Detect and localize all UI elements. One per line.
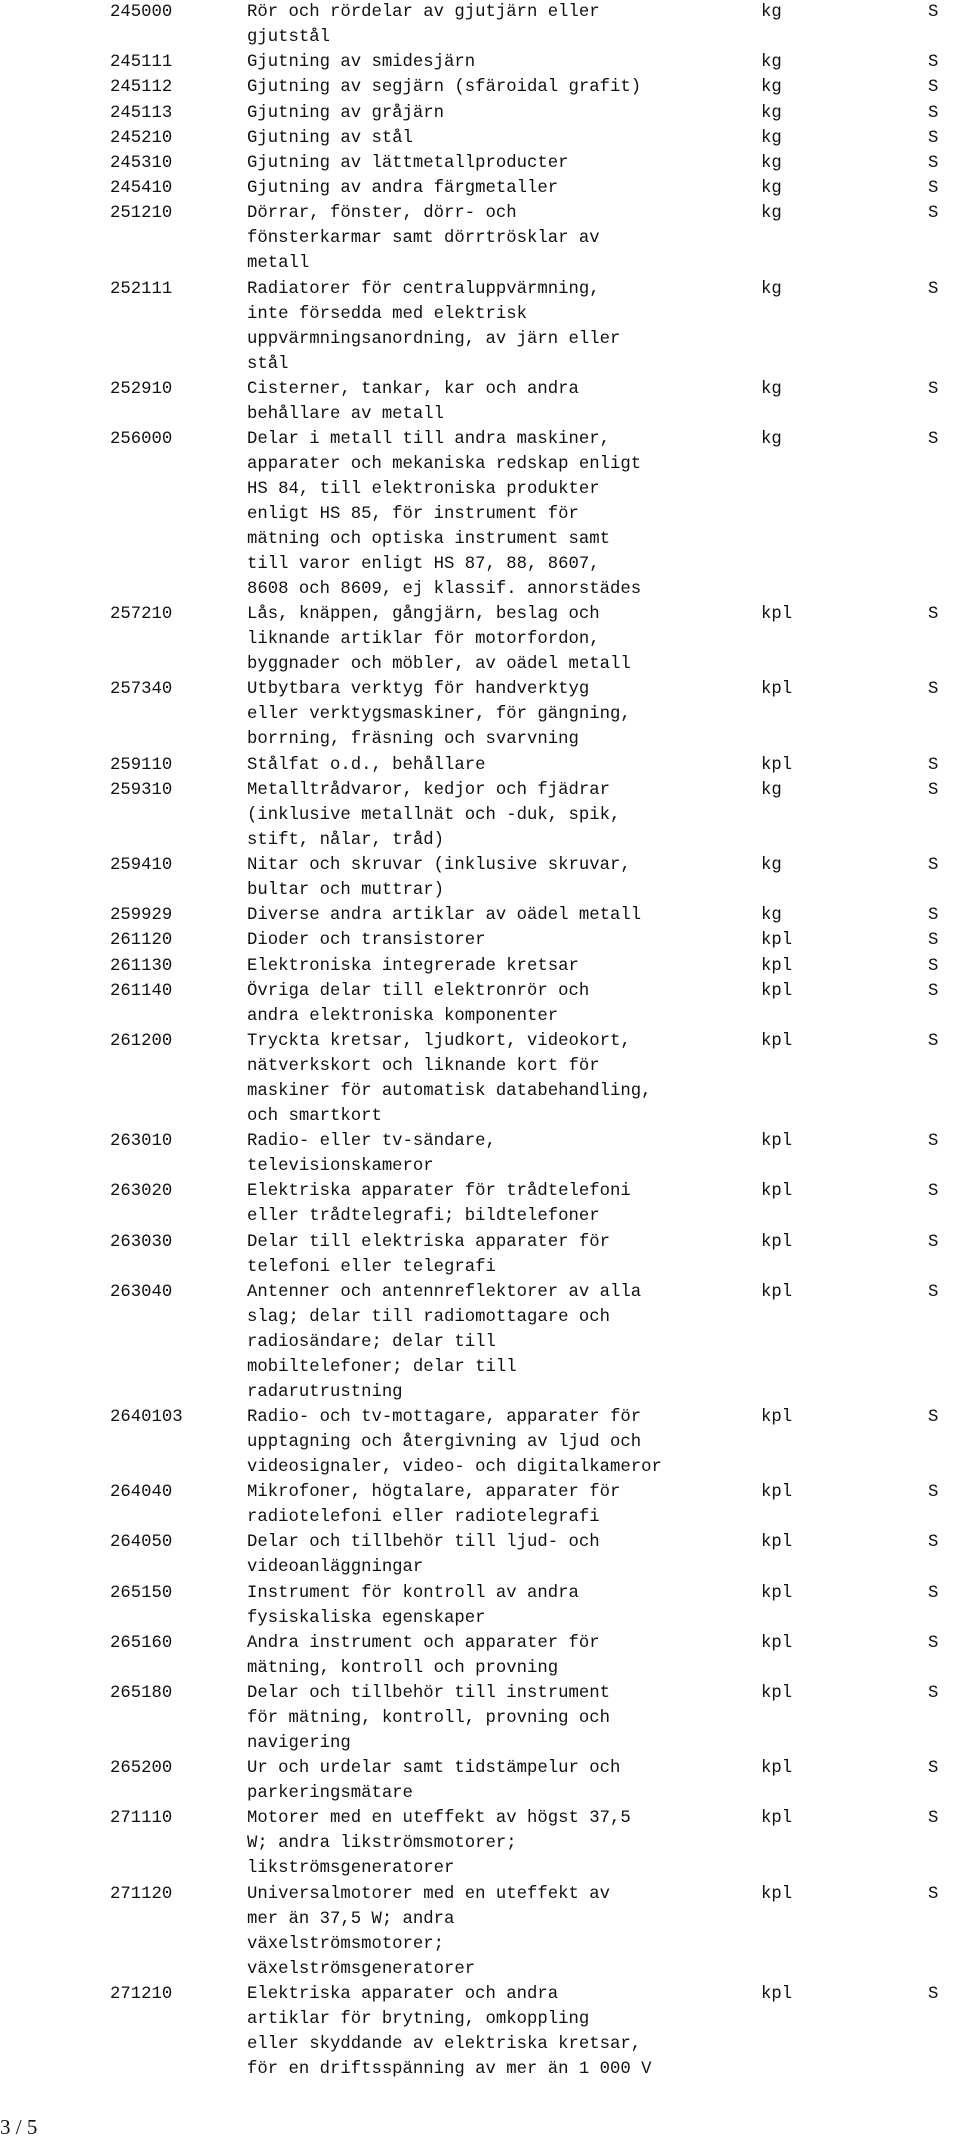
product-description-line: Gjutning av andra färgmetaller — [247, 179, 559, 199]
product-description-line: Stålfat o.d., behållare — [247, 755, 486, 775]
product-description-line: liknande artiklar för motorfordon, — [247, 630, 600, 650]
flag: S — [928, 78, 939, 98]
flag: S — [928, 1232, 939, 1252]
product-description-line: stift, nålar, tråd) — [247, 830, 445, 850]
product-code: 259929 — [110, 906, 173, 926]
product-description-line: Cisterner, tankar, kar och andra — [247, 379, 579, 399]
product-code: 261130 — [110, 956, 173, 976]
product-description-line: Nitar och skruvar (inklusive skruvar, — [247, 856, 631, 875]
flag: S — [928, 128, 939, 148]
flag: S — [928, 1182, 939, 1202]
unit: kg — [761, 103, 782, 123]
table-row — [110, 377, 960, 427]
product-description-line: Radio- eller tv-sändare, — [247, 1132, 496, 1152]
product-code: 245410 — [110, 179, 173, 199]
product-description-line: mer än 37,5 W; andra — [247, 1909, 455, 1929]
product-description-line: parkeringsmätare — [247, 1784, 413, 1804]
flag: S — [928, 1583, 939, 1603]
table-row — [110, 1029, 960, 1129]
unit: kpl — [761, 1483, 793, 1503]
product-description-line: Gjutning av stål — [247, 128, 413, 148]
flag: S — [928, 1282, 939, 1302]
flag: S — [928, 179, 939, 199]
product-code: 265180 — [110, 1684, 173, 1703]
table-row — [110, 50, 960, 75]
unit: kpl — [761, 1408, 793, 1427]
flag: S — [928, 1759, 939, 1779]
unit: kg — [761, 379, 782, 399]
product-code: 261140 — [110, 981, 173, 1001]
product-description-line: Delar i metall till andra maskiner, — [247, 430, 610, 449]
table-row — [110, 1806, 960, 1881]
product-description-line: videoanläggningar — [247, 1558, 424, 1578]
unit: kpl — [761, 1282, 793, 1302]
product-description-line: radiosändare; delar till — [247, 1332, 496, 1352]
product-code: 259110 — [110, 755, 173, 775]
product-description-line: gjutstål — [247, 28, 330, 47]
product-description-line: och smartkort — [247, 1107, 382, 1126]
product-description-line: behållare av metall — [247, 404, 445, 424]
unit: kpl — [761, 1759, 793, 1779]
product-code: 245310 — [110, 154, 173, 173]
flag: S — [928, 1684, 939, 1703]
product-description-line: Motorer med en uteffekt av högst 37,5 — [247, 1809, 631, 1829]
flag: S — [928, 931, 939, 951]
product-code: 252910 — [110, 379, 173, 399]
product-description-line: telefoni eller telegrafi — [247, 1257, 496, 1277]
table-row — [110, 753, 960, 778]
unit: kpl — [761, 1182, 793, 1202]
product-code: 265160 — [110, 1633, 173, 1653]
product-description-line: Delar och tillbehör till instrument — [247, 1684, 610, 1703]
product-code: 259410 — [110, 856, 173, 875]
product-code: 263020 — [110, 1182, 173, 1202]
flag: S — [928, 605, 939, 625]
product-description-line: Delar till elektriska apparater för — [247, 1232, 610, 1252]
table-row — [110, 151, 960, 176]
product-description-line: Elektriska apparater och andra — [247, 1984, 559, 2004]
product-description-line: 8608 och 8609, ej klassif. annorstädes — [247, 580, 642, 599]
flag: S — [928, 53, 939, 73]
product-description-line: Diverse andra artiklar av oädel metall — [247, 906, 642, 926]
table-row — [110, 1982, 960, 2082]
product-code: 245112 — [110, 78, 173, 98]
product-description-line: (inklusive metallnät och -duk, spik, — [247, 805, 621, 825]
flag: S — [928, 3, 939, 22]
product-description-line: Gjutning av smidesjärn — [247, 53, 476, 73]
table-row — [110, 0, 960, 50]
unit: kpl — [761, 1684, 793, 1703]
product-description-line: slag; delar till radiomottagare och — [247, 1307, 610, 1327]
product-code: 259310 — [110, 780, 173, 800]
product-code: 265150 — [110, 1583, 173, 1603]
product-code: 265200 — [110, 1759, 173, 1779]
table-row — [110, 602, 960, 677]
product-description-line: Metalltrådvaror, kedjor och fjädrar — [247, 780, 610, 800]
product-description-line: mobiltelefoner; delar till — [247, 1357, 517, 1377]
flag: S — [928, 204, 939, 224]
product-description-line: eller skyddande av elektriska kretsar, — [247, 2034, 642, 2054]
product-description-line: likströmsgeneratorer — [247, 1859, 455, 1879]
product-description-line: videosignaler, video- och digitalkameror — [247, 1458, 662, 1477]
product-description-line: radiotelefoni eller radiotelegrafi — [247, 1508, 600, 1528]
product-code: 261200 — [110, 1032, 173, 1051]
flag: S — [928, 780, 939, 800]
flag: S — [928, 103, 939, 123]
product-description-line: Andra instrument och apparater för — [247, 1633, 600, 1653]
flag: S — [928, 906, 939, 926]
table-row — [110, 903, 960, 928]
product-description-line: inte försedda med elektrisk — [247, 304, 528, 324]
unit: kg — [761, 154, 782, 173]
table-row — [110, 1631, 960, 1681]
product-code: 261120 — [110, 931, 173, 951]
unit: kpl — [761, 931, 793, 951]
product-description-line: Dioder och transistorer — [247, 931, 486, 951]
product-description-line: växelströmsgeneratorer — [247, 1959, 476, 1979]
flag: S — [928, 279, 939, 299]
product-description-line: Tryckta kretsar, ljudkort, videokort, — [247, 1032, 631, 1051]
product-code: 271210 — [110, 1984, 173, 2004]
flag: S — [928, 856, 939, 875]
unit: kg — [761, 204, 782, 224]
product-description-line: eller verktygsmaskiner, för gängning, — [247, 705, 631, 725]
product-code: 263030 — [110, 1232, 173, 1252]
flag: S — [928, 379, 939, 399]
unit: kg — [761, 856, 782, 875]
unit: kpl — [761, 1132, 793, 1152]
product-description-line: för en driftsspänning av mer än 1 000 V — [247, 2059, 652, 2079]
product-description-line: apparater och mekaniska redskap enligt — [247, 455, 642, 474]
product-description-line: Gjutning av gråjärn — [247, 103, 445, 123]
table-row — [110, 1129, 960, 1179]
unit: kpl — [761, 605, 793, 625]
unit: kg — [761, 128, 782, 148]
product-code: 257340 — [110, 680, 173, 700]
flag: S — [928, 1032, 939, 1051]
product-code: 264050 — [110, 1533, 173, 1553]
unit: kg — [761, 3, 782, 22]
table-row — [110, 1581, 960, 1631]
table-row — [110, 176, 960, 201]
flag: S — [928, 956, 939, 976]
table-row — [110, 1756, 960, 1806]
product-description-line: byggnader och möbler, av oädel metall — [247, 655, 631, 675]
table-row — [110, 427, 960, 602]
unit: kpl — [761, 1884, 793, 1904]
flag: S — [928, 430, 939, 449]
unit: kpl — [761, 1809, 793, 1829]
table-row — [110, 1530, 960, 1580]
product-description-line: mätning, kontroll och provning — [247, 1658, 559, 1678]
product-description-line: W; andra likströmsmotorer; — [247, 1834, 517, 1854]
unit: kpl — [761, 680, 793, 700]
product-description-line: Mikrofoner, högtalare, apparater för — [247, 1483, 621, 1503]
product-description-line: enligt HS 85, för instrument för — [247, 505, 579, 524]
flag: S — [928, 1984, 939, 2004]
product-description-line: metall — [247, 254, 310, 274]
product-code: 245111 — [110, 53, 173, 73]
product-code: 263040 — [110, 1282, 173, 1302]
unit: kpl — [761, 755, 793, 775]
flag: S — [928, 1884, 939, 1904]
table-row — [110, 201, 960, 276]
table-row — [110, 277, 960, 377]
product-code: 271120 — [110, 1884, 173, 1904]
table-row — [110, 75, 960, 100]
product-code: 256000 — [110, 430, 173, 449]
product-description-line: eller trådtelegrafi; bildtelefoner — [247, 1207, 600, 1227]
flag: S — [928, 981, 939, 1001]
product-description-line: Dörrar, fönster, dörr- och — [247, 204, 517, 224]
product-description-line: för mätning, kontroll, provning och — [247, 1709, 610, 1728]
unit: kpl — [761, 1533, 793, 1553]
unit: kpl — [761, 981, 793, 1001]
table-row — [110, 1882, 960, 1982]
table-row — [110, 1480, 960, 1530]
product-description-line: borrning, fräsning och svarvning — [247, 730, 579, 750]
product-description-line: Radio- och tv-mottagare, apparater för — [247, 1408, 642, 1427]
product-description-line: radarutrustning — [247, 1382, 403, 1402]
product-code: 257210 — [110, 605, 173, 625]
product-code: 245113 — [110, 103, 173, 123]
product-description-line: Lås, knäppen, gångjärn, beslag och — [247, 605, 600, 625]
product-description-line: till varor enligt HS 87, 88, 8607, — [247, 555, 600, 574]
flag: S — [928, 1809, 939, 1829]
unit: kpl — [761, 1232, 793, 1252]
product-description-line: växelströmsmotorer; — [247, 1934, 445, 1954]
product-description-line: Utbytbara verktyg för handverktyg — [247, 680, 590, 700]
table-row — [110, 979, 960, 1029]
flag: S — [928, 154, 939, 173]
unit: kpl — [761, 1032, 793, 1051]
product-code: 245000 — [110, 3, 173, 22]
product-description-line: HS 84, till elektroniska produkter — [247, 480, 600, 499]
table-row — [110, 928, 960, 953]
table-row — [110, 1405, 960, 1480]
unit: kpl — [761, 1583, 793, 1603]
unit: kpl — [761, 956, 793, 976]
product-description-line: stål — [247, 354, 289, 374]
product-description-line: Radiatorer för centraluppvärmning, — [247, 279, 600, 299]
product-description-line: Elektroniska integrerade kretsar — [247, 956, 579, 976]
table-row — [110, 1681, 960, 1756]
product-description-line: bultar och muttrar) — [247, 881, 445, 900]
table-row — [110, 1179, 960, 1229]
product-code: 252111 — [110, 279, 173, 299]
product-code: 2640103 — [110, 1408, 183, 1427]
product-description-line: navigering — [247, 1734, 351, 1753]
table-row — [110, 778, 960, 853]
product-code: 251210 — [110, 204, 173, 224]
unit: kpl — [761, 1633, 793, 1653]
unit: kg — [761, 53, 782, 73]
unit: kpl — [761, 1984, 793, 2004]
unit: kg — [761, 906, 782, 926]
product-code: 245210 — [110, 128, 173, 148]
product-description-line: Instrument för kontroll av andra — [247, 1583, 579, 1603]
product-description-line: Elektriska apparater för trådtelefoni — [247, 1182, 631, 1202]
unit: kg — [761, 430, 782, 449]
unit: kg — [761, 279, 782, 299]
product-description-line: Gjutning av segjärn (sfäroidal grafit) — [247, 78, 642, 98]
unit: kg — [761, 780, 782, 800]
product-description-line: upptagning och återgivning av ljud och — [247, 1433, 642, 1452]
table-row — [110, 853, 960, 903]
flag: S — [928, 755, 939, 775]
product-description-line: Universalmotorer med en uteffekt av — [247, 1884, 610, 1904]
unit: kg — [761, 78, 782, 98]
flag: S — [928, 1483, 939, 1503]
product-description-line: Ur och urdelar samt tidstämpelur och — [247, 1759, 621, 1779]
product-description-line: uppvärmningsanordning, av järn eller — [247, 329, 621, 349]
flag: S — [928, 1132, 939, 1152]
product-description-line: Övriga delar till elektronrör och — [247, 981, 590, 1001]
flag: S — [928, 1408, 939, 1427]
product-description-line: fönsterkarmar samt dörrtrösklar av — [247, 229, 600, 249]
product-description-line: maskiner för automatisk databehandling, — [247, 1082, 652, 1101]
product-description-line: fysiskaliska egenskaper — [247, 1608, 486, 1628]
product-description-line: televisionskameror — [247, 1157, 434, 1177]
table-row — [110, 954, 960, 979]
product-code: 263010 — [110, 1132, 173, 1152]
product-description-line: artiklar för brytning, omkoppling — [247, 2009, 590, 2029]
product-description-line: Delar och tillbehör till ljud- och — [247, 1533, 600, 1553]
product-description-line: mätning och optiska instrument samt — [247, 530, 610, 549]
flag: S — [928, 1633, 939, 1653]
product-description-line: Gjutning av lättmetallproducter — [247, 154, 569, 173]
unit: kg — [761, 179, 782, 199]
table-row — [110, 1230, 960, 1280]
table-row — [110, 1280, 960, 1405]
product-code: 264040 — [110, 1483, 173, 1503]
product-description-line: Rör och rördelar av gjutjärn eller — [247, 3, 600, 22]
table-row — [110, 677, 960, 752]
flag: S — [928, 1533, 939, 1553]
product-description-line: nätverkskort och liknande kort för — [247, 1057, 600, 1076]
product-code: 271110 — [110, 1809, 173, 1829]
product-description-line: Antenner och antennreflektorer av alla — [247, 1282, 642, 1302]
table-row — [110, 126, 960, 151]
table-row — [110, 101, 960, 126]
page-number: 3 / 5 — [0, 2115, 38, 2139]
flag: S — [928, 680, 939, 700]
product-description-line: andra elektroniska komponenter — [247, 1006, 559, 1026]
